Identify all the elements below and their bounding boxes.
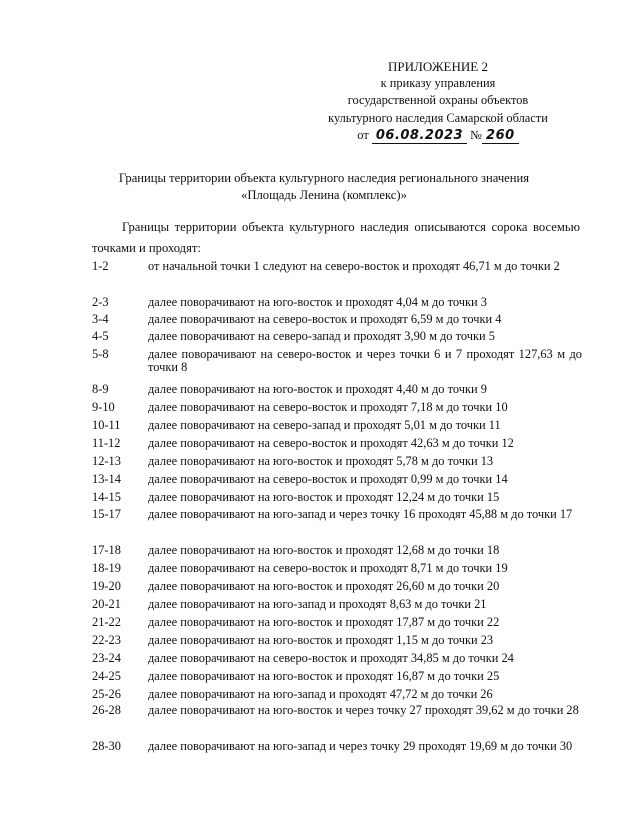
segment-number: 3-4: [92, 312, 109, 326]
segment-description: далее поворачивают на юго-восток и проходят 26,60 м до точки 20: [148, 579, 500, 593]
segment-description: далее поворачивают на юго-восток и проходят 1,15 м до точки 23: [148, 633, 494, 647]
segment-description: далее поворачивают на северо-восток и проходят 34,85 м до точки 24: [148, 651, 514, 665]
boundary-row: [92, 580, 582, 593]
boundary-row: [92, 437, 582, 450]
boundary-row: [92, 598, 582, 611]
segment-description: далее поворачивают на юго-восток и проходят 17,87 м до точки 22: [148, 615, 500, 629]
segment-number: 18-19: [92, 561, 121, 575]
segment-description: далее поворачивают на юго-запад и проходят 47,72 м до точки 26: [148, 687, 493, 701]
boundary-row: [92, 348, 582, 375]
segment-description: далее поворачивают на северо-запад и проходят 5,01 м до точки 11: [148, 418, 501, 432]
segment-number: 12-13: [92, 454, 121, 468]
boundary-row: [92, 634, 582, 647]
segment-description: далее поворачивают на юго-восток и проходят 12,68 м до точки 18: [148, 543, 500, 557]
segment-description: далее поворачивают на северо-восток и проходят 42,63 м до точки 12: [148, 436, 514, 450]
boundary-row: [92, 330, 582, 343]
boundary-row: [92, 544, 582, 557]
segment-number: 21-22: [92, 615, 121, 629]
segment-description: далее поворачивают на северо-запад и проходят 3,90 м до точки 5: [148, 329, 495, 343]
appendix-title: ПРИЛОЖЕНИЕ 2: [388, 59, 488, 74]
boundary-row: [92, 740, 582, 753]
segment-number: 13-14: [92, 472, 121, 486]
segment-number: 26-28: [92, 703, 121, 717]
segment-number: 22-23: [92, 633, 121, 647]
segment-description: далее поворачивают на юго-восток и проходят 4,04 м до точки 3: [148, 295, 487, 309]
segment-number: 17-18: [92, 543, 121, 557]
boundary-row: [92, 473, 582, 486]
segment-number: 28-30: [92, 739, 121, 753]
segment-description: далее поворачивают на юго-запад и через точку 16 проходят 45,88 м до точки 17: [148, 507, 573, 521]
boundary-row: [92, 455, 582, 468]
appendix-line-3: культурного наследия Самарской области: [328, 110, 548, 125]
handwritten-number: 260: [482, 128, 519, 144]
segment-number: 10-11: [92, 418, 121, 432]
document-title-line-2: «Площадь Ленина (комплекс)»: [241, 188, 407, 202]
segment-description: далее поворачивают на юго-запад и проходят 8,63 м до точки 21: [148, 597, 487, 611]
intro-paragraph: Границы территории объекта культурного наследия описываются сорока восемью точками и проходят:: [92, 220, 580, 255]
order-date-line: [357, 127, 518, 144]
number-prefix: №: [470, 127, 483, 142]
segment-description: далее поворачивают на юго-восток и проходят 16,87 м до точки 25: [148, 669, 500, 683]
boundary-row: [92, 296, 582, 309]
segment-number: 2-3: [92, 295, 109, 309]
boundary-row: [92, 704, 582, 717]
segment-description: далее поворачивают на юго-запад и через точку 29 проходят 19,69 м до точки 30: [148, 739, 573, 753]
boundary-row: [92, 508, 582, 521]
boundary-row: [92, 652, 582, 665]
segment-number: 25-26: [92, 687, 121, 701]
appendix-line-1: к приказу управления: [380, 76, 496, 91]
handwritten-date: 06.08.2023: [372, 128, 467, 144]
segment-number: 15-17: [92, 507, 121, 521]
document-title: [90, 170, 558, 204]
segment-number: 8-9: [92, 382, 109, 396]
boundary-row: [92, 616, 582, 629]
segment-number: 9-10: [92, 400, 115, 414]
segment-number: 11-12: [92, 436, 121, 450]
boundary-row: [92, 313, 582, 326]
segment-number: 23-24: [92, 651, 121, 665]
segment-description: далее поворачивают на северо-восток и проходят 8,71 м до точки 19: [148, 561, 508, 575]
boundary-row: [92, 688, 582, 701]
boundary-row: [92, 670, 582, 683]
segment-description: от начальной точки 1 следуют на северо-восток и проходят 46,71 м до точки 2: [148, 259, 560, 273]
segment-number: 24-25: [92, 669, 121, 683]
segment-number: 5-8: [92, 347, 109, 361]
boundary-row: [92, 419, 582, 432]
boundary-row: [92, 260, 582, 273]
segment-description: далее поворачивают на северо-восток и через точки 6 и 7 проходят 127,63 м до точки 8: [148, 347, 582, 375]
date-prefix: от: [357, 127, 369, 142]
boundary-row: [92, 401, 582, 414]
segment-description: далее поворачивают на северо-восток и проходят 0,99 м до точки 14: [148, 472, 508, 486]
segment-number: 1-2: [92, 259, 109, 273]
segment-description: далее поворачивают на юго-восток и проходят 5,78 м до точки 13: [148, 454, 494, 468]
segment-number: 19-20: [92, 579, 121, 593]
segment-description: далее поворачивают на юго-восток и через точку 27 проходят 39,62 м до точки 28: [148, 703, 579, 717]
boundary-row: [92, 491, 582, 504]
document-title-line-1: Границы территории объекта культурного наследия регионального значения: [118, 171, 530, 185]
boundary-row: [92, 383, 582, 396]
segment-number: 4-5: [92, 329, 109, 343]
segment-description: далее поворачивают на северо-восток и проходят 7,18 м до точки 10: [148, 400, 508, 414]
appendix-line-2: государственной охраны объектов: [347, 93, 529, 108]
segment-description: далее поворачивают на северо-восток и проходят 6,59 м до точки 4: [148, 312, 502, 326]
segment-description: далее поворачивают на юго-восток и проходят 4,40 м до точки 9: [148, 382, 487, 396]
segment-description: далее поворачивают на юго-восток и проходят 12,24 м до точки 15: [148, 490, 500, 504]
segment-number: 20-21: [92, 597, 121, 611]
segment-number: 14-15: [92, 490, 121, 504]
appendix-header: [296, 58, 580, 144]
boundary-row: [92, 562, 582, 575]
